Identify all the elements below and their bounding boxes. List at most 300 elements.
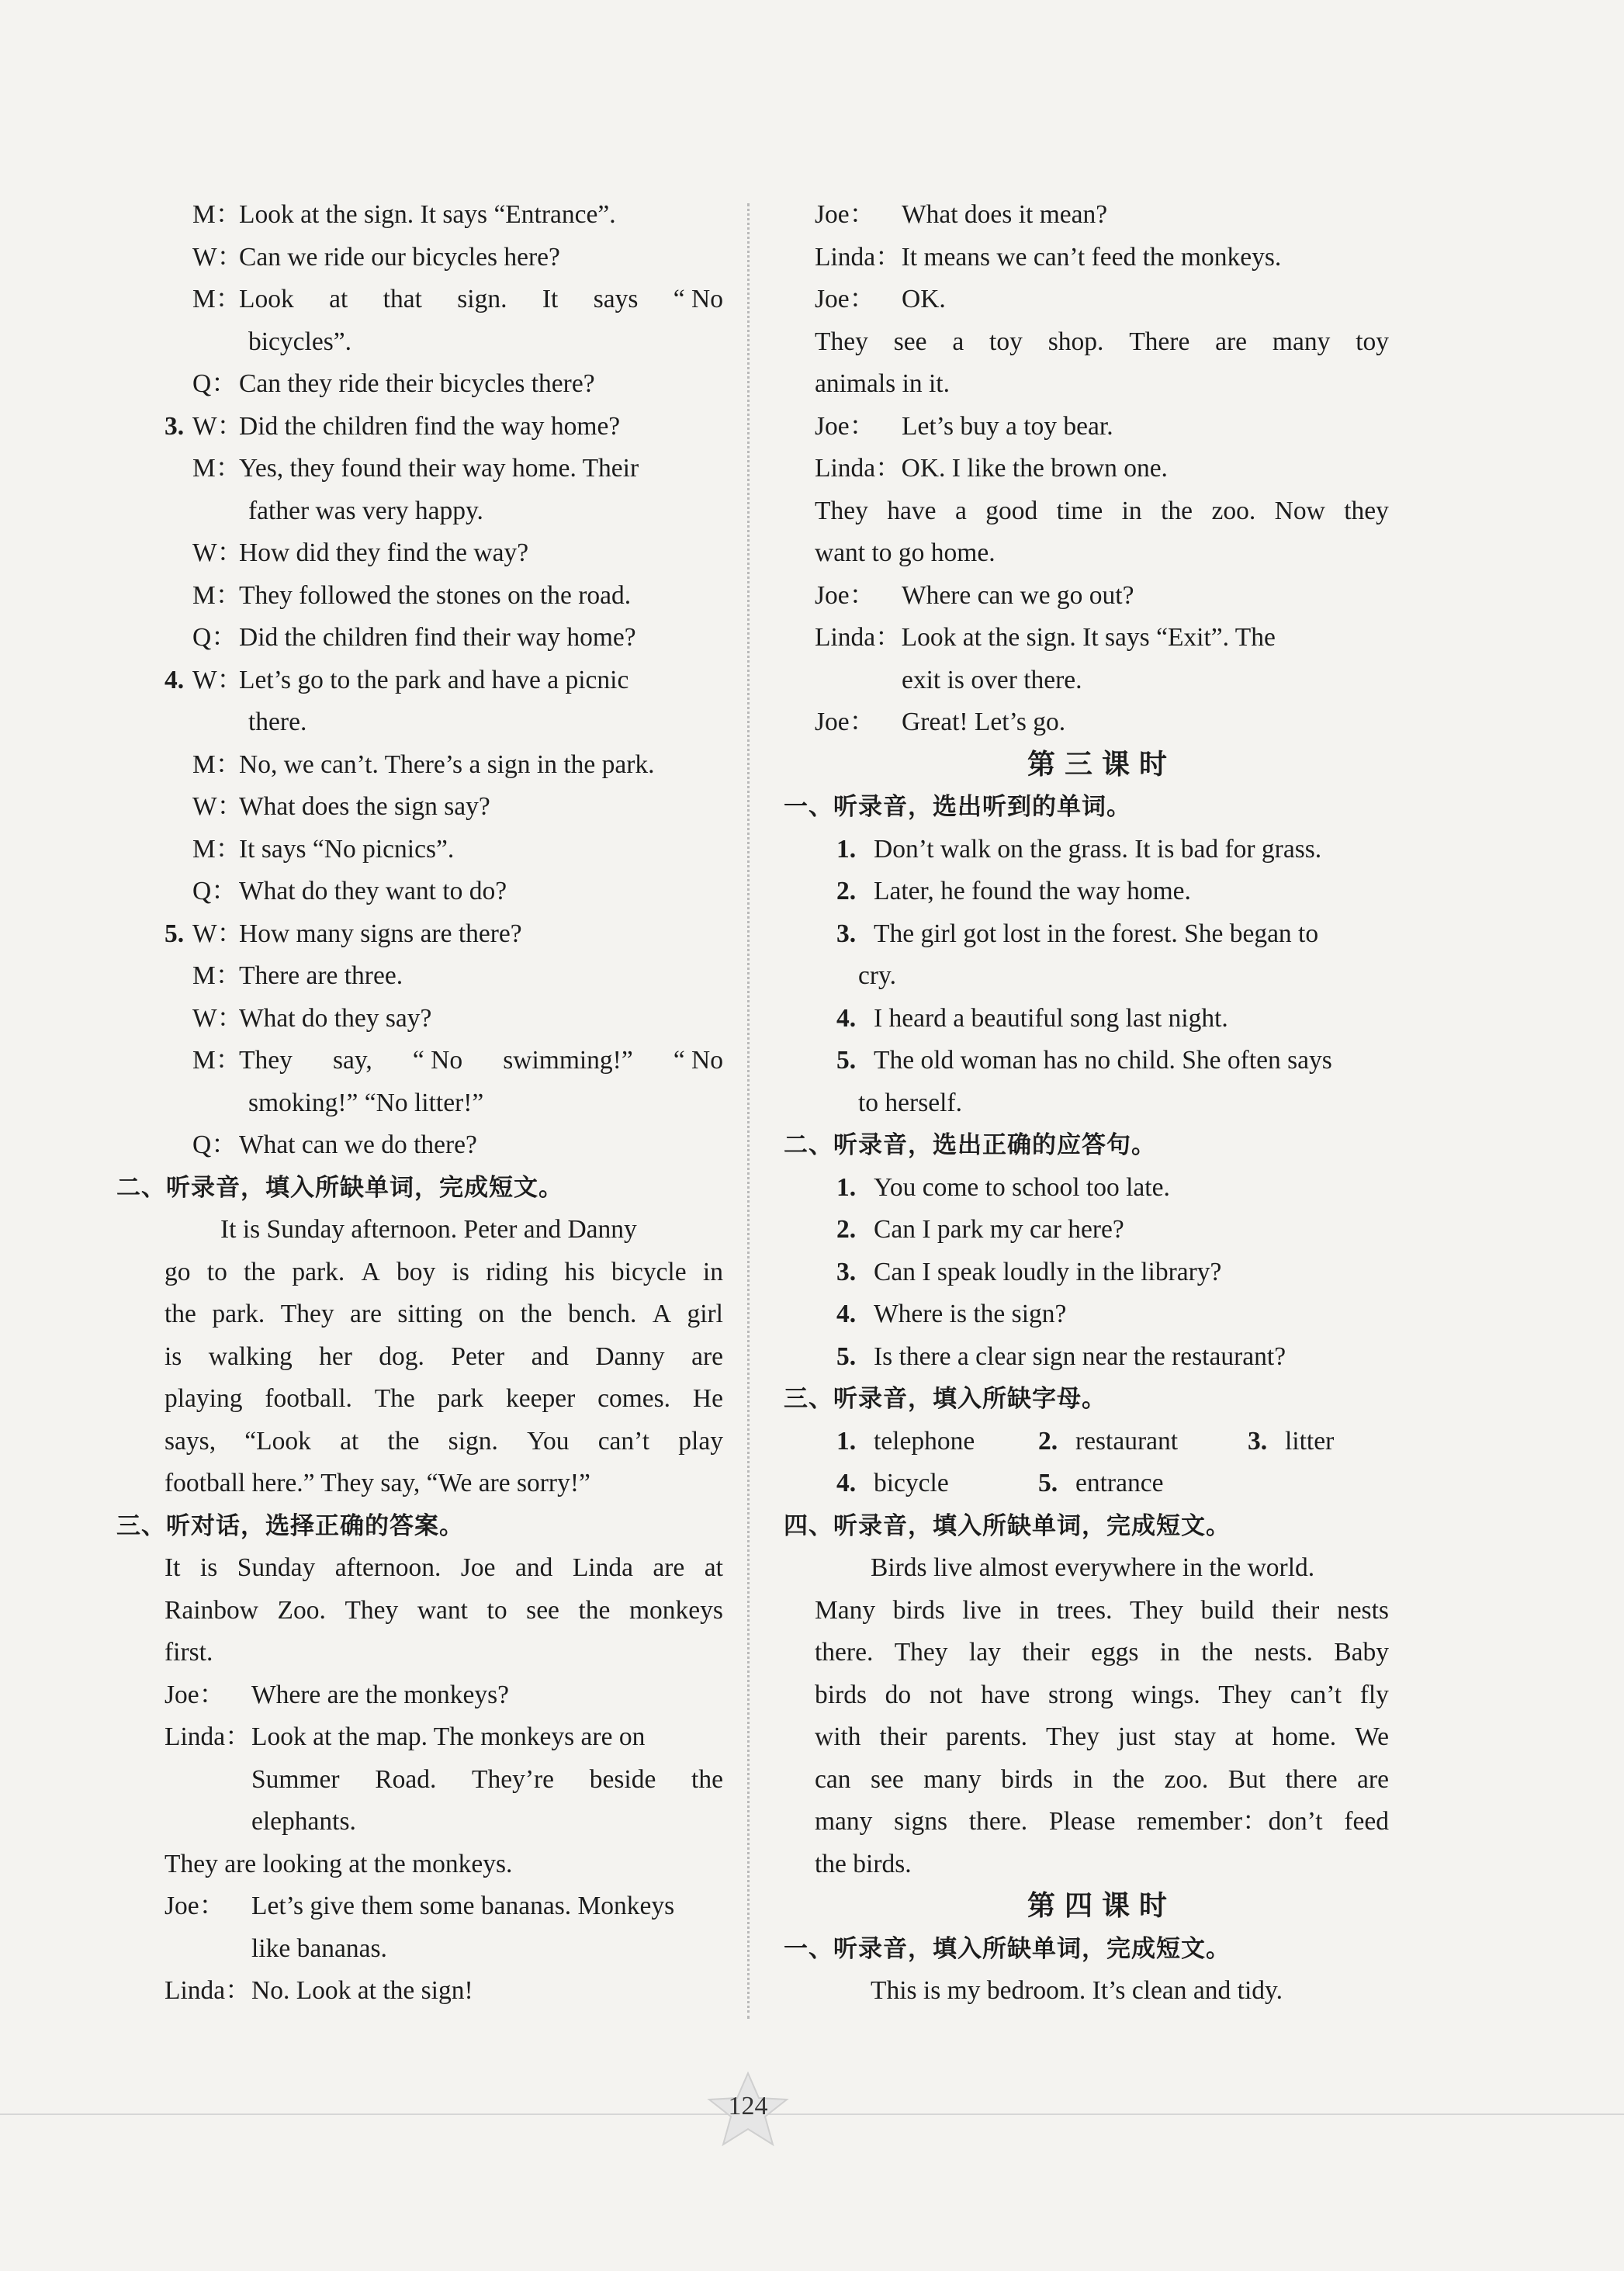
word: sign. (448, 1426, 498, 1456)
text-line (815, 1801, 1389, 1843)
word: time (1056, 496, 1103, 525)
word: at (704, 1553, 723, 1582)
text-line (116, 913, 723, 956)
word: at (340, 1426, 359, 1456)
word: lay (968, 1638, 1001, 1667)
speaker-label: Joe： (815, 285, 876, 313)
text-line (116, 786, 723, 829)
line-text: What do they want to do? (239, 877, 507, 905)
text-line (116, 829, 723, 871)
speaker-label: Joe： (164, 1680, 226, 1709)
word: a (954, 496, 967, 525)
word: fly (1359, 1680, 1389, 1709)
line-text: Let’s buy a toy bear. (902, 411, 1113, 441)
text-line (116, 406, 723, 448)
lesson-title: 第四课时 (1027, 1890, 1176, 1922)
text-line: They are looking at the monkeys. (164, 1849, 513, 1878)
word: and (531, 1341, 569, 1371)
speaker-label: Linda： (164, 1976, 251, 2005)
text-line (116, 955, 723, 998)
text-line (815, 1040, 1389, 1082)
speaker-label: Joe： (815, 411, 876, 441)
word: remember：don’t (1137, 1807, 1323, 1836)
line-text: What can we do there? (239, 1130, 477, 1159)
speaker-label: M： (192, 285, 242, 313)
word: is (199, 1553, 218, 1582)
word: see (870, 1764, 904, 1794)
word: want (417, 1595, 468, 1625)
text-line (116, 237, 723, 279)
text-line: the birds. (815, 1849, 912, 1878)
speaker-label: Joe： (815, 708, 876, 736)
word: A (361, 1257, 380, 1286)
item-number: 1. (836, 1172, 857, 1202)
word: football. (265, 1384, 352, 1413)
line-text: Can I speak loudly in the library? (874, 1257, 1222, 1286)
word: They (345, 1595, 399, 1625)
text-line (116, 1590, 723, 1632)
line-text: No, we can’t. There’s a sign in the park. (239, 749, 655, 779)
word: bicycle (874, 1469, 949, 1497)
text-line (116, 194, 723, 237)
text-line (116, 1293, 723, 1336)
speaker-label: W： (192, 411, 244, 441)
word: the (691, 1764, 723, 1794)
word: that (383, 285, 422, 313)
justified-text (239, 1040, 723, 1082)
section-heading: 三、听录音，填入所缺字母。 (784, 1385, 1106, 1413)
text-line: Linda：Look at the sign. It says “Exit”. The (815, 623, 1276, 652)
justified-text (251, 1759, 723, 1802)
text-line: want to go home. (815, 538, 996, 567)
speaker-label: Q： (192, 877, 237, 905)
column-divider (747, 203, 750, 2019)
text-line (815, 279, 1389, 321)
text-line (116, 1547, 723, 1590)
speaker-label: Joe： (815, 200, 876, 229)
page-number: 124 (728, 2092, 768, 2120)
word: say, (332, 1046, 372, 1075)
word: the (520, 1300, 552, 1328)
text-line: first. (164, 1638, 213, 1667)
word: birds (1001, 1764, 1054, 1794)
word: zoo. (1164, 1764, 1209, 1794)
word: the (164, 1300, 196, 1328)
text-line (116, 1421, 723, 1463)
word: do (885, 1680, 912, 1709)
word: sign. (457, 285, 507, 313)
justified-text (164, 1251, 723, 1294)
line-text: elephants. (251, 1807, 356, 1836)
line-text: OK. (902, 285, 946, 313)
line-text: Did the children find the way home? (239, 411, 621, 441)
word: to (206, 1257, 227, 1286)
word: birds (815, 1680, 867, 1709)
word: He (692, 1384, 723, 1413)
line-text: Look at the sign. It says “Entrance”. (239, 200, 616, 229)
line-text: What does the sign say? (239, 792, 490, 821)
word: have (981, 1680, 1030, 1709)
section-heading: 一、听录音，填入所缺单词，完成短文。 (784, 1934, 1231, 1963)
text-line (116, 321, 723, 364)
word: strong (1047, 1680, 1113, 1709)
lesson-title: 第三课时 (1027, 748, 1176, 781)
word: and (514, 1553, 553, 1582)
item-number: 1. (836, 1426, 857, 1456)
word: can (815, 1764, 851, 1794)
text-line (116, 1082, 723, 1125)
text-line (164, 1885, 723, 1928)
word: Many (815, 1595, 876, 1625)
word: his (564, 1257, 595, 1286)
line-text: Did the children find their way home? (239, 623, 636, 652)
text-line (815, 701, 1389, 744)
text-line (116, 1251, 723, 1294)
word: many (1272, 327, 1331, 356)
word: “ No (412, 1046, 463, 1075)
text-line (164, 1759, 723, 1802)
item-number: 5. (836, 1046, 857, 1075)
text-line: Linda：It means we can’t feed the monkeys. (815, 242, 1282, 272)
word: They (815, 496, 868, 525)
text-line (815, 1209, 1389, 1251)
word: playing (164, 1384, 243, 1413)
speaker-label: W： (192, 538, 244, 567)
word: at (1234, 1722, 1254, 1751)
line-text: No. Look at the sign! (251, 1976, 473, 2005)
word: riding (486, 1257, 549, 1286)
line-text: Great! Let’s go. (902, 708, 1066, 736)
item-number: 2. (836, 877, 857, 905)
word: telephone (874, 1426, 975, 1456)
justified-text (815, 490, 1389, 533)
speaker-label: M： (192, 580, 242, 610)
line-text: there. (248, 708, 307, 736)
text-line (815, 1463, 1389, 1505)
word: beside (589, 1764, 656, 1794)
word: in (1019, 1595, 1040, 1625)
section-heading: 一、听录音，选出听到的单词。 (784, 793, 1131, 821)
text-line (815, 1759, 1389, 1802)
justified-text (164, 1590, 723, 1632)
word: a (952, 327, 964, 356)
item-number: 2. (836, 1215, 857, 1244)
word: signs (894, 1807, 948, 1836)
justified-text (815, 1590, 1389, 1632)
item-number: 4. (836, 1469, 857, 1497)
text-line (815, 829, 1389, 871)
item-number: 4. (164, 665, 185, 694)
speaker-label: W： (192, 665, 244, 694)
right-column (784, 194, 1389, 2013)
line-text: Don’t walk on the grass. It is bad for grass. (874, 834, 1322, 864)
line-text: There are three. (239, 961, 403, 990)
text-line (116, 448, 723, 490)
text-line (815, 871, 1389, 913)
word: home. (1272, 1722, 1337, 1751)
word: “Look (244, 1426, 311, 1456)
word: monkeys (629, 1595, 723, 1625)
speaker-label: M： (192, 1046, 242, 1075)
word: The (374, 1384, 415, 1413)
text-line (815, 1674, 1389, 1717)
word: Look (239, 285, 294, 313)
text-line (815, 659, 1389, 702)
speaker-label: Joe： (164, 1892, 226, 1920)
section-heading: 四、听录音，填入所缺单词，完成短文。 (784, 1511, 1231, 1540)
speaker-label: Q： (192, 623, 237, 652)
word: see (526, 1595, 559, 1625)
word: parents. (945, 1722, 1028, 1751)
word: comes. (597, 1384, 671, 1413)
speaker-label: Joe： (815, 580, 876, 610)
justified-text (164, 1293, 723, 1336)
word: It (164, 1553, 181, 1582)
word: the (1113, 1764, 1145, 1794)
word: good (985, 496, 1038, 525)
text-line: football here.” They say, “We are sorry!” (164, 1469, 590, 1497)
word: can’t (597, 1426, 650, 1456)
line-text: They followed the stones on the road. (239, 580, 632, 610)
line-text: What does it mean? (902, 200, 1108, 229)
speaker-label: W： (192, 242, 244, 272)
text-line (815, 194, 1389, 237)
text-line (164, 1928, 723, 1971)
word: A (652, 1300, 672, 1328)
line-text: Where are the monkeys? (251, 1680, 510, 1709)
word: is (452, 1257, 469, 1286)
word: are (691, 1341, 723, 1371)
text-line (116, 1336, 723, 1379)
word: They (280, 1300, 334, 1328)
text-line (164, 1801, 723, 1843)
text-line: animals in it. (815, 369, 950, 398)
word: her (319, 1341, 352, 1371)
word: nests (1336, 1595, 1389, 1625)
word: sitting (397, 1300, 463, 1328)
word: You (527, 1426, 570, 1456)
word: is (164, 1341, 182, 1371)
text-line (815, 406, 1389, 448)
word: in (1159, 1638, 1180, 1667)
line-text: How did they find the way? (239, 538, 529, 567)
word-item (836, 1463, 1038, 1505)
text-line: It is Sunday afternoon. Peter and Danny (220, 1215, 637, 1244)
line-text: The old woman has no child. She often says (874, 1046, 1332, 1075)
word: in (1072, 1764, 1093, 1794)
word: the (1201, 1638, 1234, 1667)
word: in (702, 1257, 723, 1286)
word: the (387, 1426, 420, 1456)
speaker-label: Q： (192, 369, 237, 398)
word: walking (208, 1341, 293, 1371)
left-column (116, 194, 723, 2013)
word: their (1022, 1638, 1070, 1667)
text-line (815, 575, 1389, 618)
word: They (1046, 1722, 1099, 1751)
word: Summer (251, 1764, 340, 1794)
word: are (350, 1300, 382, 1328)
word: eggs (1091, 1638, 1139, 1667)
text-line (116, 1040, 723, 1082)
word: They’re (472, 1764, 555, 1794)
word-item (1038, 1463, 1248, 1505)
text-line (116, 532, 723, 575)
text-line (116, 363, 723, 406)
text-line: Birds live almost everywhere in the world. (871, 1553, 1315, 1582)
line-text: exit is over there. (902, 665, 1082, 694)
word: the (1161, 496, 1193, 525)
word: their (1271, 1595, 1320, 1625)
word: live (962, 1595, 1002, 1625)
text-line (164, 1674, 723, 1717)
text-line (164, 1970, 723, 2013)
word: bicycle (611, 1257, 687, 1286)
word: litter (1285, 1426, 1335, 1456)
justified-text (164, 1421, 723, 1463)
item-number: 5. (1038, 1469, 1058, 1497)
text-line (815, 913, 1389, 956)
item-number: 5. (164, 919, 185, 948)
item-number: 2. (1038, 1426, 1058, 1456)
justified-text (815, 1716, 1389, 1759)
section-heading: 三、听对话，选择正确的答案。 (116, 1511, 464, 1540)
text-line (815, 1082, 1389, 1125)
line-text: Let’s go to the park and have a picnic (239, 665, 629, 694)
line-text: The girl got lost in the forest. She began to (874, 919, 1319, 948)
item-number: 3. (836, 1257, 857, 1286)
word: swimming!” (503, 1046, 633, 1075)
word: their (879, 1722, 927, 1751)
word: play (678, 1426, 723, 1456)
word: Joe (460, 1553, 496, 1582)
word: dog. (379, 1341, 424, 1371)
text-line (815, 490, 1389, 533)
word: are (1215, 327, 1248, 356)
text-line (116, 1124, 723, 1167)
text-line (815, 1716, 1389, 1759)
text-line (815, 1421, 1389, 1463)
word: feed (1344, 1807, 1389, 1836)
word: nests. (1254, 1638, 1313, 1667)
word: They (239, 1046, 293, 1075)
text-line (116, 575, 723, 618)
item-number: 1. (836, 834, 857, 864)
line-text: You come to school too late. (874, 1172, 1170, 1202)
word: there. (968, 1807, 1028, 1836)
speaker-label: M： (192, 961, 242, 990)
line-text: It says “No picnics”. (239, 834, 455, 864)
word: We (1355, 1722, 1389, 1751)
word: stay (1174, 1722, 1217, 1751)
item-number: 4. (836, 1300, 857, 1328)
justified-text (815, 1801, 1389, 1843)
speaker-label: W： (192, 792, 244, 821)
text-line: Linda：OK. I like the brown one. (815, 454, 1168, 483)
justified-text (164, 1378, 723, 1421)
text-line (815, 1336, 1389, 1379)
text-line (815, 955, 1389, 998)
word: park. (292, 1257, 345, 1286)
word: with (815, 1722, 861, 1751)
text-line (116, 871, 723, 913)
speaker-label: M： (192, 200, 242, 229)
word: many (923, 1764, 982, 1794)
text-line (815, 1590, 1389, 1632)
line-text: Is there a clear sign near the restaurant? (874, 1341, 1286, 1371)
word: there (1285, 1764, 1338, 1794)
word: says (593, 285, 639, 313)
word: zoo. (1211, 496, 1256, 525)
text-line (164, 1716, 723, 1759)
word: on (478, 1300, 505, 1328)
word: Now (1274, 496, 1325, 525)
justified-text (815, 1632, 1389, 1674)
word: they (1344, 496, 1389, 525)
text-line (815, 1251, 1389, 1294)
word: just (1117, 1722, 1156, 1751)
word: to (487, 1595, 507, 1625)
text-line (116, 744, 723, 787)
line-text: I heard a beautiful song last night. (874, 1003, 1228, 1033)
word: says, (164, 1426, 216, 1456)
line-text: How many signs are there? (239, 919, 522, 948)
word-item (1248, 1421, 1403, 1463)
word: afternoon. (334, 1553, 441, 1582)
word: “ No (673, 285, 723, 313)
speaker-label: M： (192, 454, 242, 483)
word: there. (815, 1638, 874, 1667)
word: park (437, 1384, 484, 1413)
line-text: Look at the map. The monkeys are on (251, 1722, 646, 1751)
text-line (116, 617, 723, 659)
line-text: smoking!” “No litter!” (248, 1088, 484, 1117)
word: It (542, 285, 559, 313)
word: are (653, 1553, 685, 1582)
word: Zoo. (277, 1595, 326, 1625)
text-line (116, 998, 723, 1040)
line-text: to herself. (858, 1088, 962, 1117)
justified-text (815, 321, 1389, 364)
text-line: This is my bedroom. It’s clean and tidy. (871, 1976, 1283, 2005)
word: build (1200, 1595, 1255, 1625)
line-text: Let’s give them some bananas. Monkeys (251, 1892, 675, 1920)
speaker-label: M： (192, 834, 242, 864)
line-text: bicycles”. (248, 327, 352, 356)
line-text: Later, he found the way home. (874, 877, 1191, 905)
word: restaurant (1075, 1426, 1179, 1456)
word: can’t (1290, 1680, 1342, 1709)
line-text: Where is the sign? (874, 1300, 1067, 1328)
speaker-label: W： (192, 1003, 244, 1033)
word: the (244, 1257, 276, 1286)
item-number: 4. (836, 1003, 857, 1033)
section-heading: 二、听录音，选出正确的应答句。 (784, 1131, 1156, 1159)
text-line (116, 659, 723, 702)
text-line (116, 279, 723, 321)
word: entrance (1075, 1469, 1164, 1497)
word: They (1218, 1680, 1273, 1709)
word: Danny (595, 1341, 665, 1371)
line-text: Can they ride their bicycles there? (239, 369, 595, 398)
word: toy (989, 327, 1023, 356)
line-text: Can we ride our bicycles here? (239, 242, 560, 272)
line-text: like bananas. (251, 1933, 387, 1963)
page-number-badge (703, 2070, 793, 2148)
word: boy (396, 1257, 436, 1286)
text-line (815, 998, 1389, 1040)
word: trees. (1056, 1595, 1113, 1625)
